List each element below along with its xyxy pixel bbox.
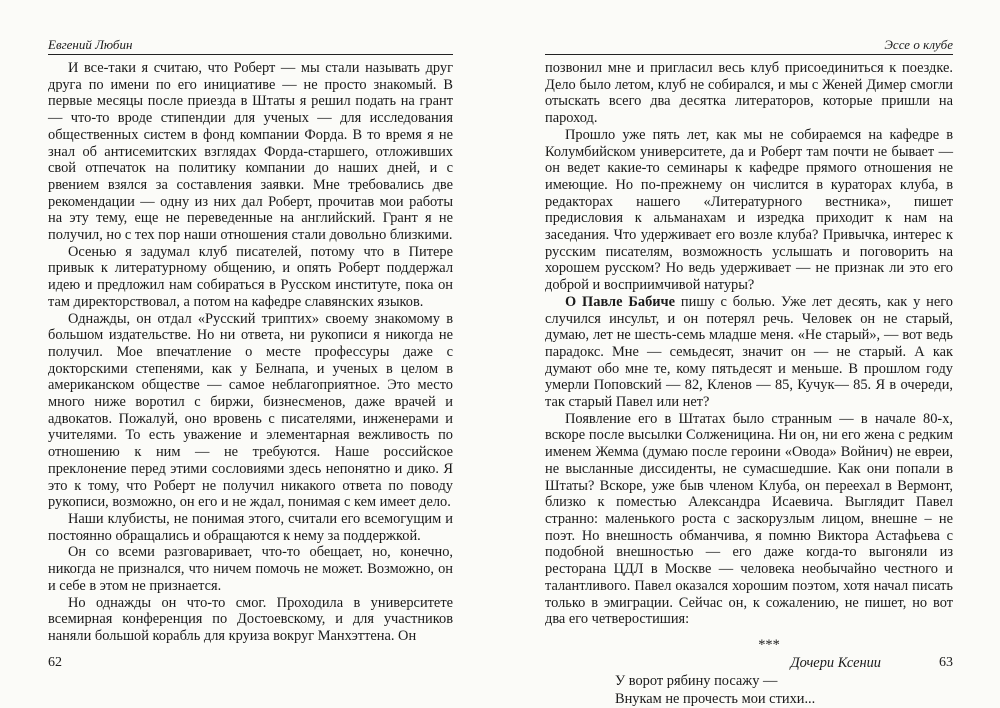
page-number-right: 63 — [939, 655, 953, 670]
paragraph: Осенью я задумал клуб писателей, потому что в Питере привык к литературному общению, и опять Роберт поддержал идею и предложил нам собираться в Русском институте, пока он там директорствовал, а потом на кафедре славянских языков. — [48, 243, 453, 310]
left-page-body — [48, 60, 453, 645]
page-number-left: 62 — [48, 655, 62, 670]
right-page-body — [545, 60, 953, 708]
running-head-left: Евгений Любин — [48, 37, 453, 55]
bold-heading: О Павле Бабиче — [565, 293, 676, 310]
paragraph: Появление его в Штатах было странным — в начале 80-х, вскоре после высылки Солженицина. Ни он, ни его жена с редким именем Жемма (думаю после героини «Овода» Войнич) не евреи, не высланные диссиденты, не сумасшедшие. Как они попали в Штаты? Вскоре, уже быв членом Клуба, он переехал в Вермонт, близко к поместью Александра Исаевича. Выглядит Павел странно: маленького роста с заскорузлым лицом, внешне – не поэт. Но внешность обманчива, я помню Виктора Астафьева с подобной внешностью — его даже когда-то выгоняли из ресторана ЦДЛ в Москве — человека необычайно честного и талантливого. Павел оказался хорошим поэтом, хотя начал писать только в эмиграции. Сейчас он, к сожалению, не пишет, но вот два его четверостишия: — [545, 410, 953, 628]
paragraph: И все-таки я считаю, что Роберт — мы стали называть друг друга по имени по его инициативе — не просто знакомый. В первые месяцы после приезда в Штаты я решил подать на грант — что-то вроде стипендии для ученых — для исследования общественных систем в фонд компании Форда. В то время я не знал об антисемитских взглядах Форда-старшего, отложивших свой отпечаток на политику компании до наших дней, и с рвением взялся за составления заявки. Мне требовались две рекомендации — одну из них дал Роберт, прочитав мои работы на эту тему, еще не переведенные на английский. Грант я не получил, но с тех пор наши отношения стали довольно близкими. — [48, 60, 453, 244]
right-page — [545, 0, 953, 707]
paragraph: Прошло уже пять лет, как мы не собираемся на кафедре в Колумбийском университете, да и Роберт там почти не бывает — он ведет какие-то семинары к кафедре прямого отношения не имеющие. Но по-прежнему он числится в кураторах клуба, в редакторах нашего «Литературного вестника», пишет предисловия к альманахам и изредка приходит к нам на заседания. Что удерживает его возле клуба? Привычка, интерес к русским писателям, возможность услышать и поговорить на хорошем русском? Но ведь удерживает — не признак ли это его доброй и восприимчивой натуры? — [545, 126, 953, 294]
paragraph: Но однажды он что-то смог. Проходила в университете всемирная конференция по Достоевскому, и для участников наняли большой корабль для круиза вокруг Манхэттена. Он — [48, 594, 453, 644]
poem — [545, 636, 953, 708]
poem-line: У ворот рябину посажу — — [615, 672, 778, 689]
paragraph: Однажды, он отдал «Русский триптих» своему знакомому в большом издательстве. Но ни ответа, ни рукописи я никогда не получил. Мое впечатление о месте профессуры даже с докторскими степенями, как у Белнапа, и ученых в целом в американском обществе — самое неблагоприятное. Это место много ниже воротил с биржи, бизнесменов, даже врачей и адвокатов. Пожалуй, оно вровень с писателями, инженерами и учителями. То есть уважение и элементарная вежливость по отношению к ним — не требуются. Наше российское преклонение перед этими сословиями здесь непонятно и дико. Я это к тому, что Роберт не получил никакого ответа по поводу рукописи, возможно, он его и не ждал, понимая с кем имеет дело. — [48, 310, 453, 511]
paragraph: Наши клубисты, не понимая этого, считали его всемогущим и постоянно обращались и обращаются к нему за поддержкой. — [48, 510, 453, 544]
paragraph: Он со всеми разговаривает, что-то обещает, но, конечно, никогда не признался, что ничем помочь не может. Возможно, он и себе в этом не признается. — [48, 544, 453, 594]
running-head-right: Эссе о клубе — [545, 37, 953, 55]
left-page — [48, 0, 453, 707]
paragraph-text: пишу с болью. Уже лет десять, как у него случился инсульт, и он потерял речь. Человек он не старый, думаю, лет не шесть-семь младше меня. «Не старый», — вот ведь парадокс. Мне — семьдесят, значит он — не старый. А как думают обо мне те, кому пятьдесят и меньше. В прошлом году умерли Поповский — 82, Кленов — 85, Кучук— 85. Я в очереди, так старый Павел или нет? — [545, 293, 953, 411]
paragraph-pavel-babich — [545, 294, 953, 411]
poem-dedication: Дочери Ксении — [790, 654, 881, 671]
poem-line: Внукам не прочесть мои стихи... — [615, 690, 816, 707]
paragraph: позвонил мне и пригласил весь клуб присоединиться к поездке. Дело было летом, клуб не собирался, и мы с Женей Димер смогли отыскать всего два десятка литераторов, которые пришли на пароход. — [545, 60, 953, 127]
poem-separator: *** — [758, 636, 780, 653]
